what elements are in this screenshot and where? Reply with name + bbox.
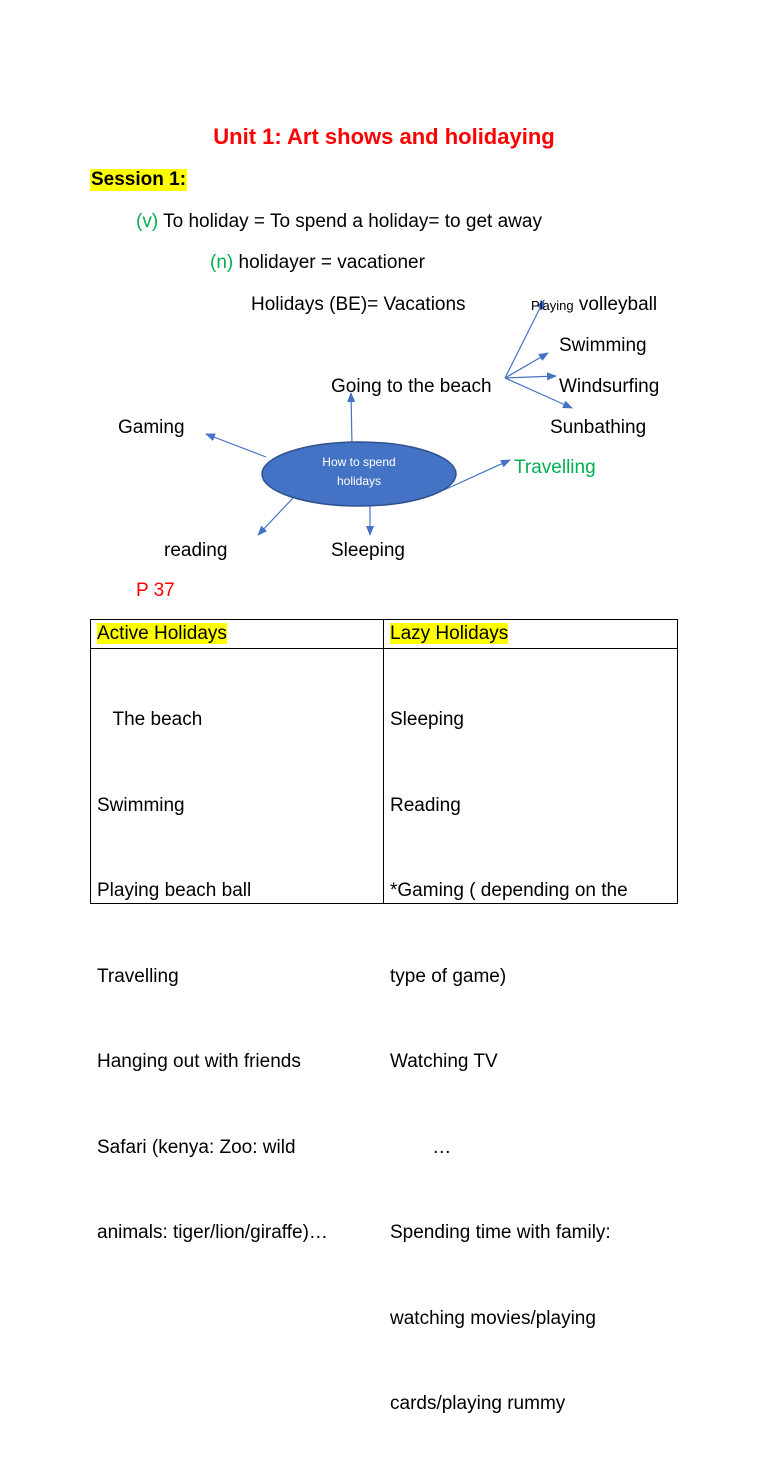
list-item: Watching TV: [390, 1051, 498, 1072]
verb-tag: (v): [136, 211, 159, 232]
arrow-to-reading: [258, 498, 293, 535]
label-reading: reading: [164, 540, 228, 561]
session-heading: Session 1:: [91, 169, 187, 190]
center-label-line1: How to spend: [322, 455, 396, 469]
page-reference: P 37: [136, 580, 175, 601]
label-volleyball: volleyball: [573, 294, 658, 315]
active-holidays-header-text: Active Holidays: [97, 623, 227, 644]
label-sunbathing: Sunbathing: [550, 417, 647, 438]
list-item: Reading: [390, 794, 461, 816]
noun-text: holidayer = vacationer: [233, 252, 425, 273]
holidays-table: [90, 619, 678, 1414]
lazy-holidays-header: [384, 620, 677, 649]
definition-be: Holidays (BE)= Vacations: [251, 294, 466, 315]
label-windsurfing: Windsurfing: [559, 376, 660, 397]
label-swimming: Swimming: [559, 335, 647, 356]
list-item: Hanging out with friends: [97, 1051, 301, 1072]
lazy-holidays-column: [384, 620, 677, 1414]
list-item: Swimming: [97, 794, 185, 816]
list-item: *Gaming ( depending on the: [390, 880, 628, 901]
noun-tag: (n): [210, 252, 234, 273]
list-item: …: [390, 1136, 452, 1158]
list-item: cards/playing rummy: [390, 1393, 566, 1414]
label-gaming: Gaming: [118, 417, 185, 438]
label-going-to-beach: Going to the beach: [331, 376, 492, 397]
center-label-line2: holidays: [336, 474, 382, 488]
label-sleeping: Sleeping: [331, 540, 405, 561]
list-item: watching movies/playing: [390, 1307, 596, 1329]
list-item: Safari (kenya: Zoo: wild: [97, 1136, 296, 1158]
list-item: animals: tiger/lion/giraffe)…: [97, 1222, 328, 1243]
page-title: Unit 1: Art shows and holidaying: [213, 124, 555, 149]
arrow-to-gaming: [206, 434, 266, 457]
list-item: The beach: [97, 709, 203, 730]
list-item: Travelling: [97, 965, 179, 987]
list-item: type of game): [390, 965, 507, 987]
list-item: Playing beach ball: [97, 880, 252, 901]
lazy-holidays-header-text: Lazy Holidays: [390, 623, 509, 644]
label-playing-volleyball: [531, 294, 657, 316]
arrow-to-beach: [351, 393, 352, 446]
arrow-to-windsurfing: [505, 376, 556, 378]
list-item: Sleeping: [390, 709, 464, 730]
active-holidays-list: [97, 649, 377, 1305]
label-travelling: Travelling: [514, 457, 596, 478]
label-playing-small: Playing: [531, 298, 574, 313]
active-holidays-column: [91, 620, 384, 1243]
list-item: Spending time with family:: [390, 1222, 611, 1243]
verb-text: To holiday = To spend a holiday= to get away: [158, 211, 542, 232]
active-holidays-header: [91, 620, 383, 649]
lazy-holidays-list: [390, 649, 671, 1476]
